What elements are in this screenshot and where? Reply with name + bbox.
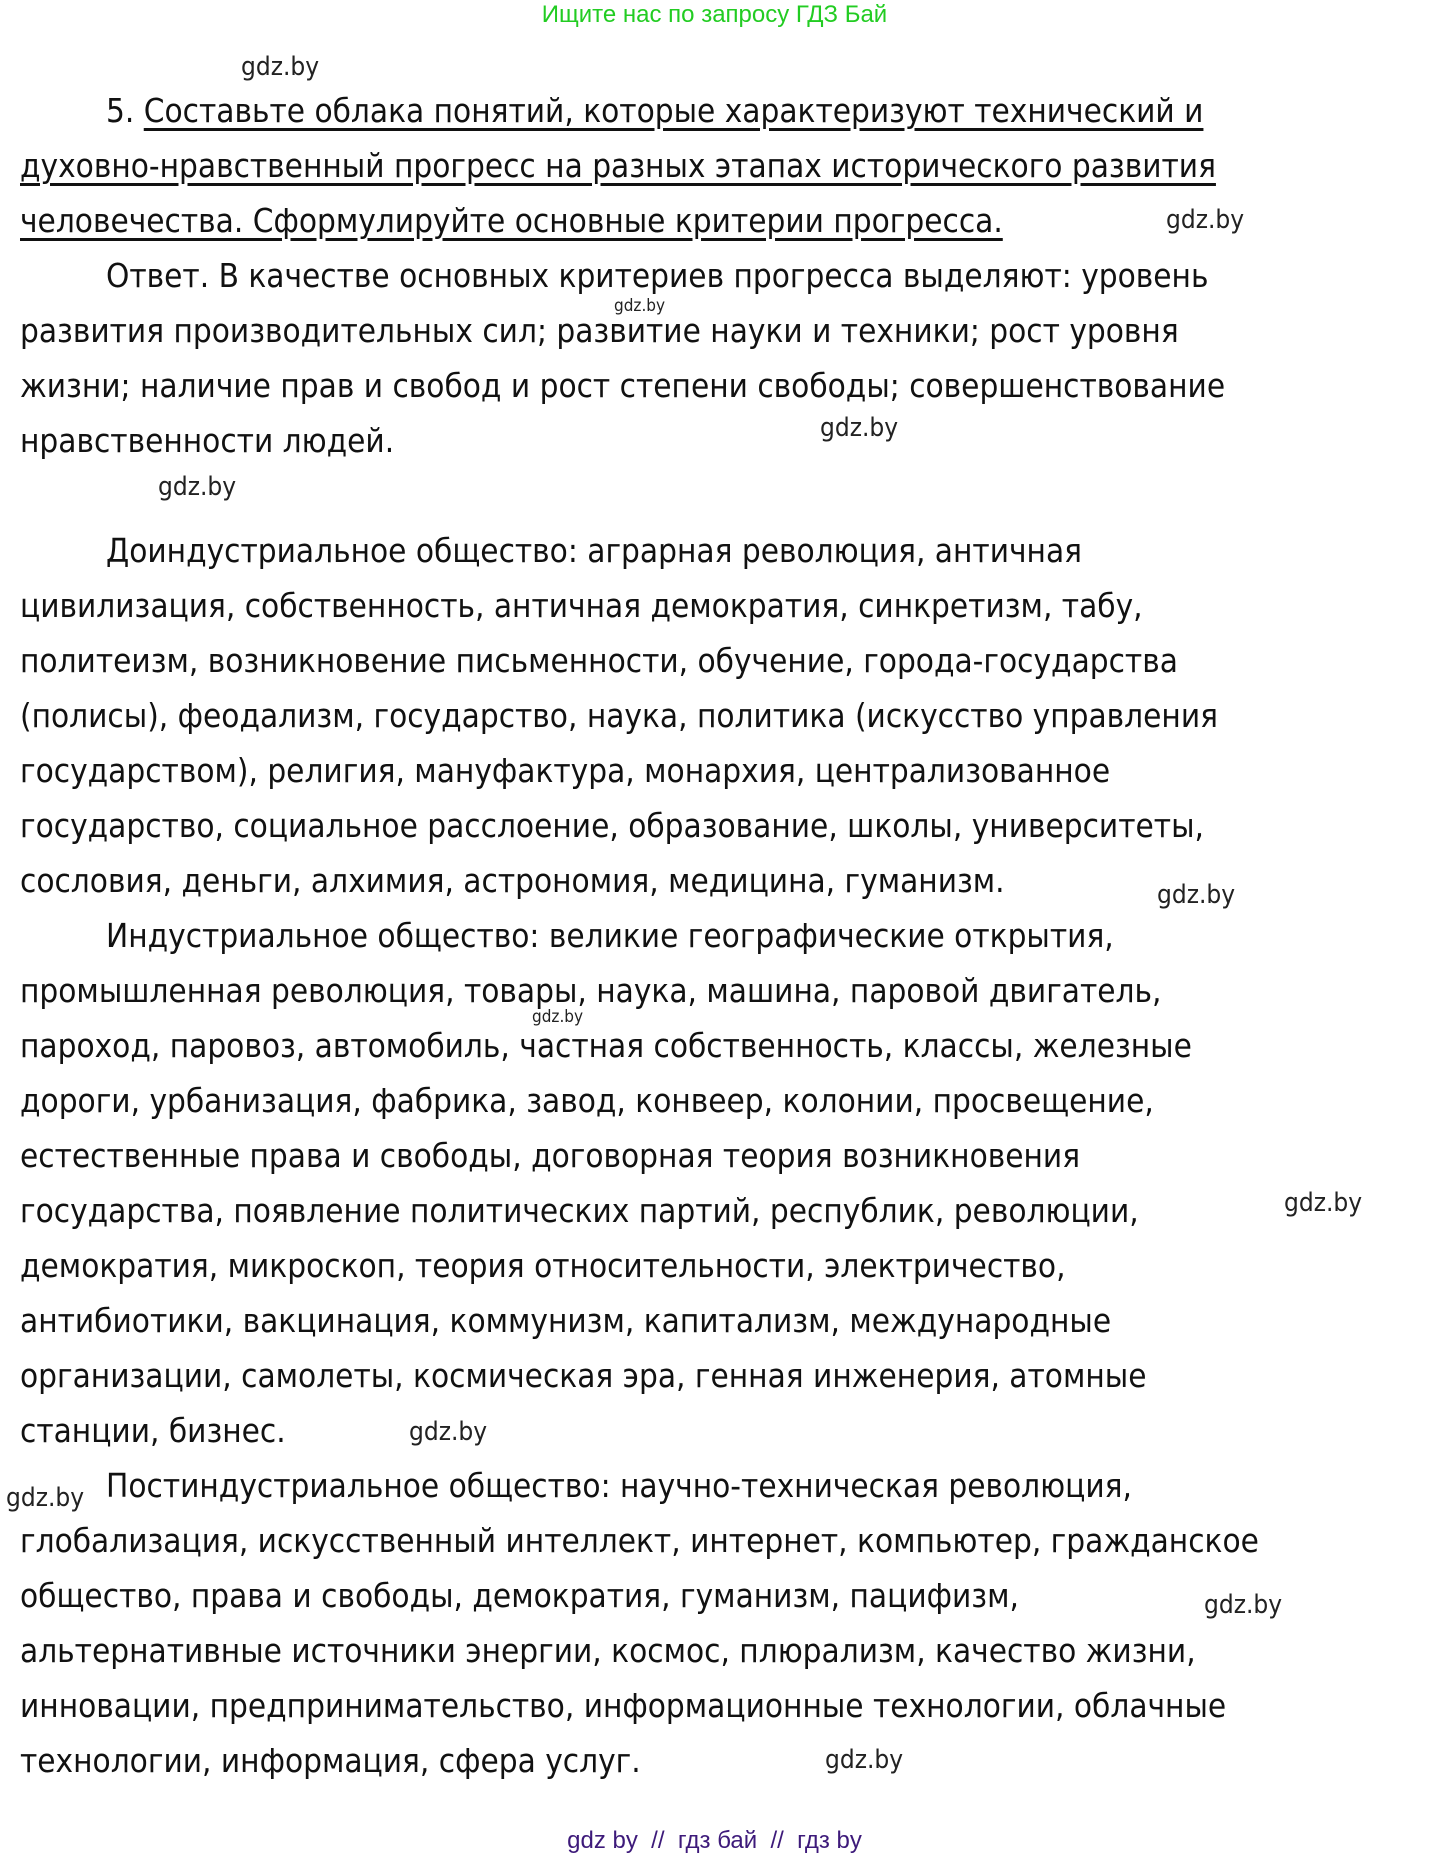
postindustrial-line: альтернативные источники энергии, космос, плюрализм, качество жизни, (20, 1631, 1196, 1670)
answer-line: жизни; наличие прав и свобод и рост степени свободы; совершенствование (20, 366, 1226, 405)
watermark: gdz.by (409, 1417, 488, 1447)
industrial-line: промышленная революция, товары, наука, машина, паровой двигатель, (20, 971, 1162, 1010)
industrial-line: Индустриальное общество: великие географические открытия, (106, 916, 1114, 955)
answer-line: развития производительных сил; развитие науки и техники; рост уровня (20, 311, 1179, 350)
industrial-line: государства, появление политических партий, республик, революции, (20, 1191, 1139, 1230)
preindustrial-line: сословия, деньги, алхимия, астрономия, медицина, гуманизм. (20, 861, 1005, 900)
watermark: gdz.by (614, 296, 666, 316)
preindustrial-line: государством), религия, мануфактура, монархия, централизованное (20, 751, 1111, 790)
footer-links: gdz by // гдз бай // гдз by (567, 1827, 862, 1854)
watermark: gdz.by (532, 1007, 584, 1027)
task-line (106, 91, 1203, 131)
task-line: духовно-нравственный прогресс на разных этапах исторического развития (20, 146, 1216, 185)
industrial-line: демократия, микроскоп, теория относительности, электричество, (20, 1246, 1066, 1285)
industrial-line: пароход, паровоз, автомобиль, частная собственность, классы, железные (20, 1026, 1192, 1065)
postindustrial-line: общество, права и свободы, демократия, гуманизм, пацифизм, (20, 1576, 1019, 1615)
industrial-line: станции, бизнес. (20, 1411, 286, 1450)
postindustrial-line: глобализация, искусственный интеллект, интернет, компьютер, гражданское (20, 1521, 1259, 1560)
task-line: человечества. Сформулируйте основные критерии прогресса. (20, 201, 1003, 240)
watermark: gdz.by (241, 52, 320, 82)
answer-line: Ответ. В качестве основных критериев прогресса выделяют: уровень (106, 256, 1209, 295)
preindustrial-line: Доиндустриальное общество: аграрная революция, античная (106, 531, 1082, 570)
watermark: gdz.by (1157, 880, 1236, 910)
preindustrial-line: государство, социальное расслоение, образование, школы, университеты, (20, 806, 1204, 845)
postindustrial-line: технологии, информация, сфера услуг. (20, 1741, 641, 1780)
industrial-line: естественные права и свободы, договорная теория возникновения (20, 1136, 1081, 1175)
industrial-line: антибиотики, вакцинация, коммунизм, капитализм, международные (20, 1301, 1112, 1340)
industrial-line: дороги, урбанизация, фабрика, завод, конвеер, колонии, просвещение, (20, 1081, 1154, 1120)
watermark: gdz.by (820, 413, 899, 443)
watermark: gdz.by (825, 1745, 904, 1775)
preindustrial-line: политеизм, возникновение письменности, обучение, города-государства (20, 641, 1178, 680)
watermark: gdz.by (1204, 1590, 1283, 1620)
postindustrial-line: инновации, предпринимательство, информационные технологии, облачные (20, 1686, 1227, 1725)
industrial-line: организации, самолеты, космическая эра, генная инженерия, атомные (20, 1356, 1147, 1395)
watermark: gdz.by (1284, 1188, 1363, 1218)
watermark: gdz.by (158, 472, 237, 502)
preindustrial-line: цивилизация, собственность, античная демократия, синкретизм, табу, (20, 586, 1143, 625)
search-banner: Ищите нас по запросу ГДЗ Бай (541, 1, 888, 28)
task-text: Составьте облака понятий, которые характеризуют технический и (143, 91, 1204, 130)
answer-line: нравственности людей. (20, 421, 395, 460)
postindustrial-line: Постиндустриальное общество: научно-техническая революция, (106, 1466, 1132, 1505)
task-number: 5. (106, 91, 144, 130)
preindustrial-line: (полисы), феодализм, государство, наука, политика (искусство управления (20, 696, 1218, 735)
watermark: gdz.by (1166, 205, 1245, 235)
watermark: gdz.by (6, 1483, 85, 1513)
